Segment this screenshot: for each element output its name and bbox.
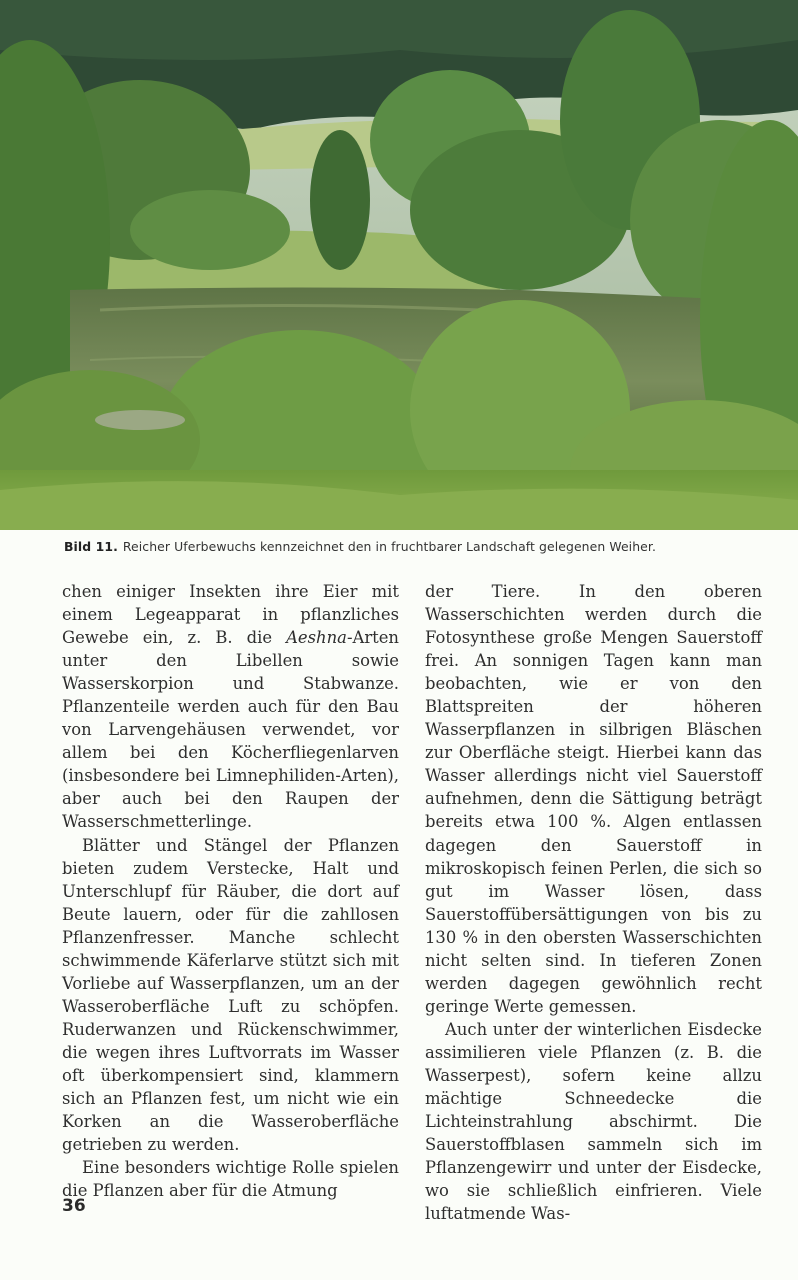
text-column-right (425, 580, 762, 1225)
paragraph (62, 580, 399, 834)
text-span: -Arten unter den Libellen sowie Wasserskorpion und Stabwanze. Pflanzenteile werden auch für den Bau von Larvengehäusen verwendet, vor allem bei den Köcherfliegenlarven (insbesondere bei Limnephiliden-Arten), aber auch bei den Raupen der Wasserschmetterlinge. (62, 628, 399, 832)
figure-caption (64, 539, 764, 554)
paragraph: Eine besonders wichtige Rolle spielen die Pflanzen aber für die Atmung (62, 1158, 399, 1201)
italic-genus: Aeshna (286, 628, 347, 648)
pond-landscape-illustration (0, 0, 798, 530)
text-span: chen einiger Insekten ihre Eier mit einem Legeapparat in pflanzliches Gewebe ein, z. B. die (62, 582, 399, 648)
paragraph: Auch unter der winterlichen Eisdecke assimilieren viele Pflanzen (z. B. die Wasserpest), sofern keine allzu mächtige Schneedecke die Lichteinstrahlung abschirmt. Die Sauerstoffblasen sammeln sich im Pflanzengewirr und unter der Eisdecke, wo sie schließlich einfrieren. Viele luftatmende Was- (425, 1019, 762, 1224)
page-number: 36 (62, 1196, 86, 1216)
figure-label: Bild 11. (64, 539, 118, 554)
paragraph: Blätter und Stängel der Pflanzen bieten zudem Verstecke, Halt und Unterschlupf für Räuber, die dort auf Beute lauern, oder für die zahllosen Pflanzenfresser. Manche schlecht schwimmende Käferlarve stützt sich mit Vorliebe auf Wasserpflanzen, um an der Wasseroberfläche Luft zu schöpfen. Ruderwanzen und Rückenschwimmer, die wegen ihres Luftvorrats im Wasser oft überkompensiert sind, klammern sich an Pflanzen fest, um nicht wie ein Korken an die Wasseroberfläche getrieben zu werden. (62, 835, 399, 1155)
text-column-left (62, 580, 399, 1202)
pond-photo (0, 0, 798, 530)
figure-caption-text: Reicher Uferbewuchs kennzeichnet den in fruchtbarer Landschaft gelegenen Weiher. (122, 539, 656, 554)
paragraph: der Tiere. In den oberen Wasserschichten werden durch die Fotosynthese große Mengen Sauerstoff frei. An sonnigen Tagen kann man beobachten, wie er von den Blattspreiten der höheren Wasserpflanzen in silbrigen Bläschen zur Oberfläche steigt. Hierbei kann das Wasser allerdings nicht viel Sauerstoff aufnehmen, denn die Sättigung beträgt bereits etwa 100 %. Algen entlassen dagegen den Sauerstoff in mikroskopisch feinen Perlen, die sich so gut im Wasser lösen, dass Sauerstoffübersättigungen von bis zu 130 % in den obersten Wasserschichten nicht selten sind. In tieferen Zonen werden dagegen gewöhnlich recht geringe Werte gemessen. (425, 582, 762, 1016)
